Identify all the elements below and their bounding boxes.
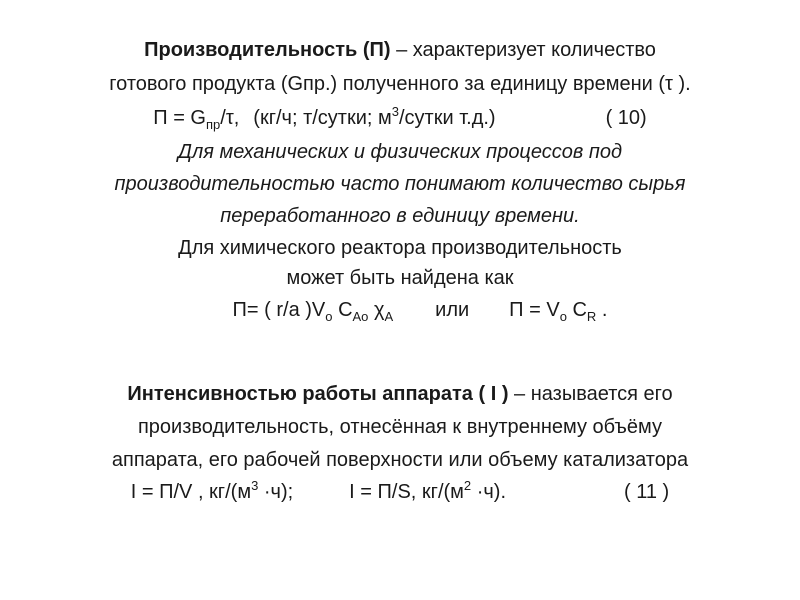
intensity-definition-line3: аппарата, его рабочей поверхности или объему катализатора: [111, 449, 689, 471]
reactor-formula-c2-sub: R: [586, 309, 597, 324]
productivity-definition-rest: – характеризует количество: [390, 39, 656, 61]
productivity-term: Производительность (П): [144, 39, 391, 61]
formula-11-part2-end: ·ч).: [471, 481, 507, 503]
reactor-formula-chi-sub: A: [384, 309, 394, 324]
reactor-formula-c2: C: [566, 299, 587, 321]
formula-11-part1-sup: 3: [251, 478, 259, 493]
intensity-definition-rest: – называется его: [508, 383, 673, 405]
productivity-definition-line1: [0, 38, 800, 62]
reactor-formula-end: .: [596, 299, 608, 321]
reactor-formula: [0, 298, 800, 322]
reactor-formula-c: C: [332, 299, 353, 321]
italic-note-line3: переработанного в единицу времени.: [220, 205, 580, 227]
reactor-formula-or: или: [435, 299, 470, 321]
reactor-formula-chi: χ: [368, 299, 385, 321]
formula-11-number: ( 11 ): [624, 481, 670, 503]
italic-note-line1: Для механических и физических процессов под: [177, 141, 623, 163]
productivity-definition-line2: готового продукта (Gпр.) полученного за единицу времени (τ ).: [109, 73, 691, 95]
reactor-formula-part1: П= ( r/a )V: [232, 299, 326, 321]
formula-10-units-sup: 3: [391, 104, 399, 119]
formula-11-part2-sup: 2: [463, 478, 472, 493]
reactor-formula-v-sub: о: [325, 309, 333, 324]
intensity-definition-line1: [0, 382, 800, 406]
formula-10-sub: пр: [206, 117, 221, 132]
reactor-formula-v2-sub: о: [559, 309, 567, 324]
intensity-term: Интенсивностью работы аппарата ( I ): [127, 383, 509, 405]
reactor-formula-c-sub: Ao: [352, 309, 369, 324]
reactor-line2: может быть найдена как: [286, 267, 514, 289]
reactor-line1: Для химического реактора производительность: [178, 237, 622, 259]
formula-11-part1-end: ·ч);: [258, 481, 294, 503]
formula-11-part2: I = П/S, кг/(м: [349, 481, 464, 503]
formula-11: [0, 480, 800, 504]
formula-10-number: ( 10): [605, 107, 647, 129]
formula-10-units: (кг/ч; т/сутки; м: [253, 107, 392, 129]
formula-11-part1: I = П/V , кг/(м: [130, 481, 252, 503]
formula-10-lhs: П = G: [153, 107, 206, 129]
formula-10: [0, 106, 800, 130]
italic-note-line2: производительностью часто понимают количество сырья: [114, 173, 686, 195]
reactor-formula-part2: П = V: [509, 299, 560, 321]
formula-10-units-end: /сутки т.д.): [399, 107, 496, 129]
intensity-definition-line2: производительность, отнесённая к внутреннему объёму: [137, 416, 663, 438]
formula-10-after: /τ,: [220, 107, 240, 129]
